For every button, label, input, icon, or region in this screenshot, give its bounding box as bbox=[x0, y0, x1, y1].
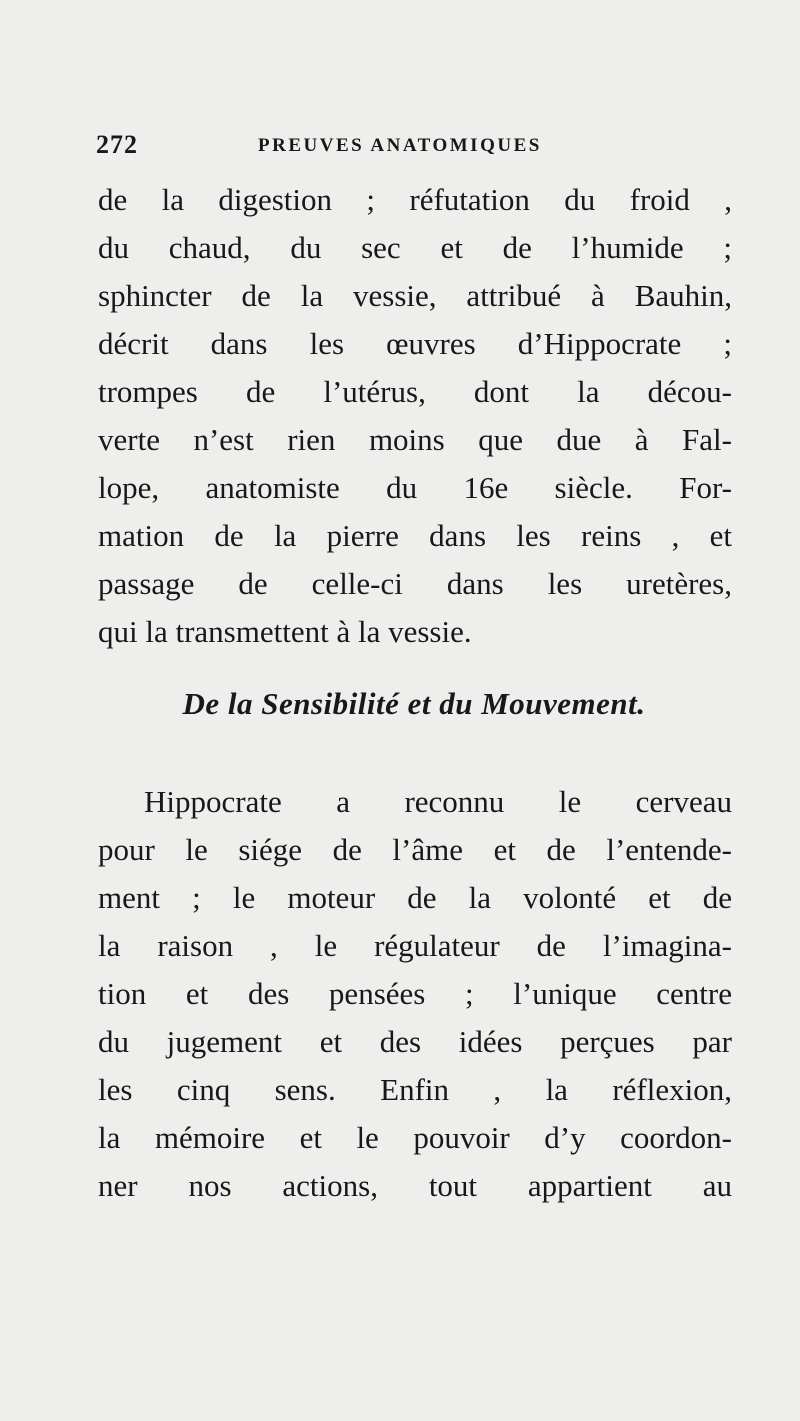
text-line: lope, anatomiste du 16e siècle. For- bbox=[98, 470, 732, 505]
page-number: 272 bbox=[96, 130, 138, 159]
running-head bbox=[96, 130, 730, 164]
text-line: la mémoire et le pouvoir d’y coordon- bbox=[98, 1120, 732, 1155]
text-line: de la digestion ; réfutation du froid , bbox=[98, 182, 732, 217]
text-line: trompes de l’utérus, dont la décou- bbox=[98, 374, 732, 409]
text-line: qui la transmettent à la vessie. bbox=[98, 614, 472, 649]
text-line: la raison , le régulateur de l’imagina- bbox=[98, 928, 732, 963]
section-heading: De la Sensibilité et du Mouvement. bbox=[182, 686, 646, 721]
text-line: pour le siége de l’âme et de l’entende- bbox=[98, 832, 732, 867]
text-line: ner nos actions, tout appartient au bbox=[98, 1168, 732, 1203]
text-line: Hippocrate a reconnu le cerveau bbox=[144, 784, 732, 819]
text-line: les cinq sens. Enfin , la réflexion, bbox=[98, 1072, 732, 1107]
text-line: du chaud, du sec et de l’humide ; bbox=[98, 230, 732, 265]
text-line: tion et des pensées ; l’unique centre bbox=[98, 976, 732, 1011]
text-line: décrit dans les œuvres d’Hippocrate ; bbox=[98, 326, 732, 361]
running-title: PREUVES ANATOMIQUES bbox=[258, 135, 542, 156]
text-line: du jugement et des idées perçues par bbox=[98, 1024, 732, 1059]
text-line: passage de celle-ci dans les uretères, bbox=[98, 566, 732, 601]
text-line: mation de la pierre dans les reins , et bbox=[98, 518, 732, 553]
paragraph-2 bbox=[98, 778, 732, 1210]
paragraph-1 bbox=[98, 176, 732, 656]
text-line: sphincter de la vessie, attribué à Bauhin, bbox=[98, 278, 732, 313]
text-line: ment ; le moteur de la volonté et de bbox=[98, 880, 732, 915]
text-line: verte n’est rien moins que due à Fal- bbox=[98, 422, 732, 457]
